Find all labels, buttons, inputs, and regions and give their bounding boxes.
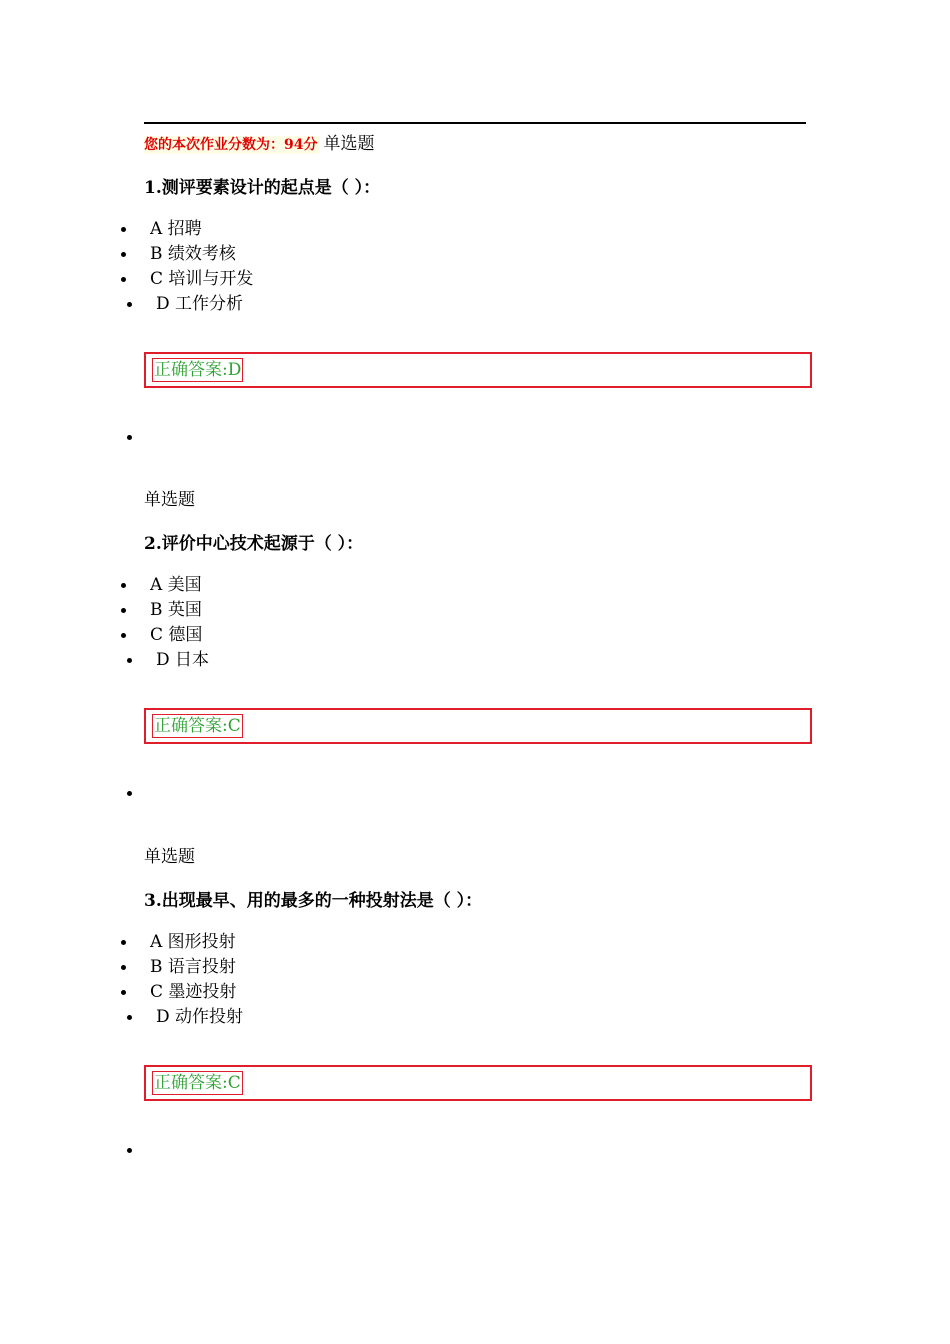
answer-box <box>144 1065 812 1101</box>
option-bullet <box>127 302 132 307</box>
option-bullet <box>121 583 126 588</box>
question-text: 3.出现最早、用的最多的一种投射法是（ ）： <box>144 891 483 911</box>
option-bullet <box>121 252 126 257</box>
option-c[interactable]: C 培训与开发 <box>150 269 254 289</box>
correct-answer: 正确答案:C <box>154 716 241 736</box>
option-bullet <box>121 633 126 638</box>
correct-answer: 正确答案:D <box>154 360 242 380</box>
option-d[interactable]: D 动作投射 <box>156 1007 244 1027</box>
option-bullet <box>121 965 126 970</box>
question-text: 2.评价中心技术起源于（ ）： <box>144 534 364 554</box>
option-c[interactable]: C 墨迹投射 <box>150 982 237 1002</box>
question-type-label: 单选题 <box>144 490 195 510</box>
score-line <box>144 132 374 157</box>
option-a[interactable]: A 图形投射 <box>150 932 236 952</box>
option-a[interactable]: A 招聘 <box>150 219 202 239</box>
question-text: 1.测评要素设计的起点是（ ）： <box>144 178 381 198</box>
option-bullet <box>121 277 126 282</box>
list-bullet <box>127 1148 132 1153</box>
option-bullet <box>121 608 126 613</box>
top-rule <box>144 122 806 124</box>
question-type-label: 单选题 <box>144 847 195 867</box>
score-label: 您的本次作业分数为：94分 <box>144 137 318 153</box>
option-a[interactable]: A 美国 <box>150 575 202 595</box>
option-bullet <box>121 940 126 945</box>
option-c[interactable]: C 德国 <box>150 625 203 645</box>
answer-box <box>144 352 812 388</box>
option-bullet <box>127 1015 132 1020</box>
option-d[interactable]: D 工作分析 <box>156 294 244 314</box>
option-d[interactable]: D 日本 <box>156 650 210 670</box>
option-b[interactable]: B 英国 <box>150 600 202 620</box>
option-b[interactable]: B 绩效考核 <box>150 244 236 264</box>
answer-box <box>144 708 812 744</box>
option-bullet <box>121 227 126 232</box>
correct-answer: 正确答案:C <box>154 1073 241 1093</box>
option-b[interactable]: B 语言投射 <box>150 957 236 977</box>
option-bullet <box>127 658 132 663</box>
list-bullet <box>127 791 132 796</box>
question-type-label: 单选题 <box>323 134 375 154</box>
option-bullet <box>121 990 126 995</box>
list-bullet <box>127 435 132 440</box>
